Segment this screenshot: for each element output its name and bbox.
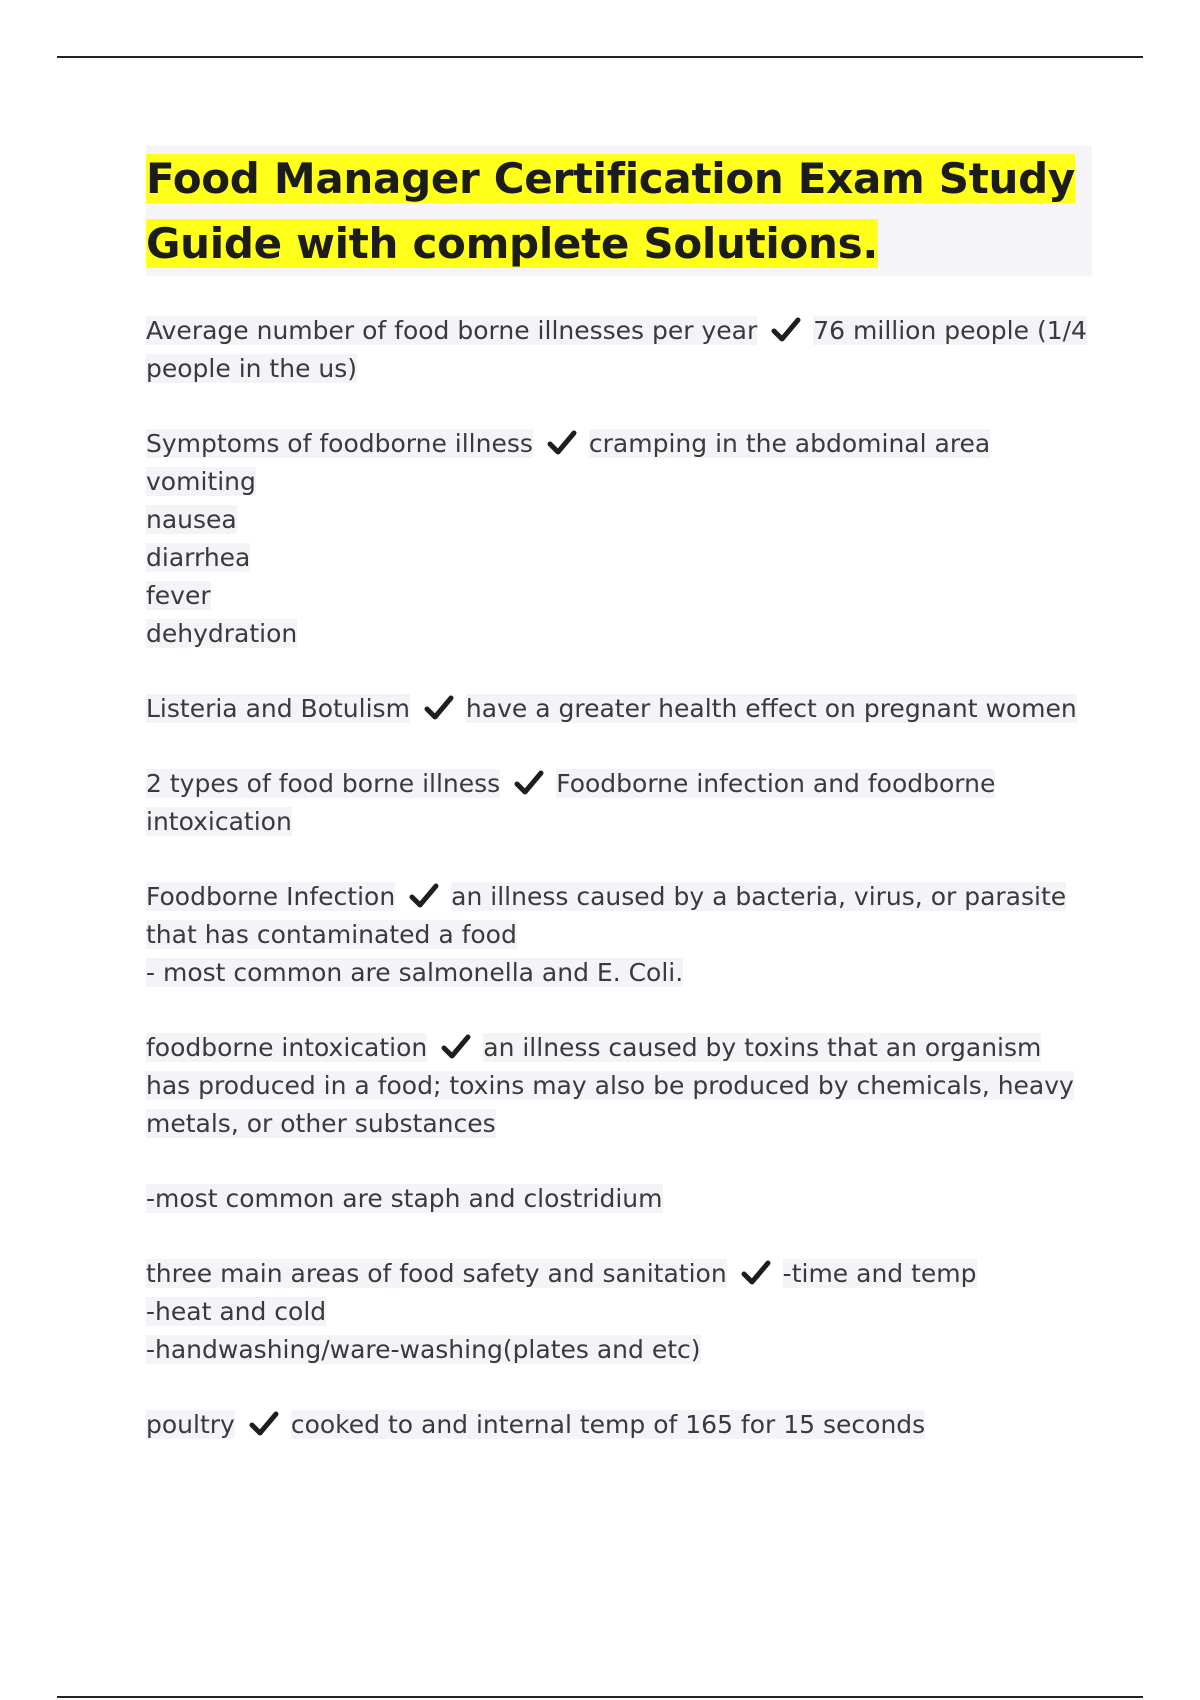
qa-item [146, 765, 1092, 841]
checkmark-icon [441, 1034, 471, 1060]
answer-continuation [146, 1293, 1092, 1331]
answer-line-text: fever [146, 581, 211, 610]
qa-item [146, 690, 1092, 728]
answer-continuation [146, 954, 1092, 992]
checkmark-icon [741, 1260, 771, 1286]
top-rule [57, 56, 1143, 58]
answer-text: have a greater health effect on pregnant women [465, 694, 1077, 723]
answer-text: an illness caused by toxins that an organism [483, 1033, 1042, 1062]
answer-continuation [146, 463, 1092, 501]
qa-first-line [146, 690, 1092, 728]
qa-first-line [146, 1406, 1092, 1444]
page-title [146, 146, 1092, 276]
qa-first-line [146, 312, 1092, 350]
qa-item [146, 878, 1092, 992]
answer-line-text: people in the us) [146, 354, 358, 383]
answer-line-text: dehydration [146, 619, 298, 648]
qa-item [146, 1406, 1092, 1444]
qa-first-line [146, 878, 1092, 916]
answer-text: 76 million people (1/4 [813, 316, 1087, 345]
checkmark-icon [409, 883, 439, 909]
qa-first-line [146, 1180, 1092, 1218]
answer-text: Foodborne infection and foodborne [556, 769, 996, 798]
answer-continuation [146, 577, 1092, 615]
answer-text: cramping in the abdominal area [588, 429, 991, 458]
title-block [146, 146, 1092, 276]
question-term: Foodborne Infection [146, 882, 396, 911]
answer-line-text: vomiting [146, 467, 256, 496]
answer-text: cooked to and internal temp of 165 for 15 seconds [290, 1410, 926, 1439]
checkmark-icon [424, 695, 454, 721]
question-term: Average number of food borne illnesses per year [146, 316, 758, 345]
qa-list [146, 312, 1092, 1444]
answer-continuation [146, 501, 1092, 539]
answer-line-text: nausea [146, 505, 237, 534]
answer-line-text: - most common are salmonella and E. Coli. [146, 958, 684, 987]
qa-item [146, 312, 1092, 388]
question-term: foodborne intoxication [146, 1033, 428, 1062]
question-term: three main areas of food safety and sanitation [146, 1259, 727, 1288]
checkmark-icon [547, 430, 577, 456]
checkmark-icon [249, 1411, 279, 1437]
answer-continuation [146, 539, 1092, 577]
question-term: 2 types of food borne illness [146, 769, 501, 798]
checkmark-icon [514, 770, 544, 796]
answer-line-text: diarrhea [146, 543, 251, 572]
qa-item [146, 425, 1092, 653]
answer-continuation [146, 803, 1092, 841]
checkmark-icon [771, 317, 801, 343]
answer-text: -time and temp [782, 1259, 977, 1288]
answer-line-text: -handwashing/ware-washing(plates and etc) [146, 1335, 701, 1364]
qa-item [146, 1255, 1092, 1369]
title-highlight: Food Manager Certification Exam Study Guide with complete Solutions. [146, 154, 1075, 268]
answer-continuation [146, 615, 1092, 653]
answer-line-text: that has contaminated a food [146, 920, 517, 949]
bottom-rule [57, 1696, 1143, 1698]
qa-item [146, 1180, 1092, 1218]
answer-continuation [146, 1067, 1092, 1105]
qa-first-line [146, 1029, 1092, 1067]
answer-line-text: intoxication [146, 807, 292, 836]
qa-first-line [146, 765, 1092, 803]
qa-item [146, 1029, 1092, 1143]
answer-line-text: metals, or other substances [146, 1109, 496, 1138]
question-term: Listeria and Botulism [146, 694, 410, 723]
answer-text: -most common are staph and clostridium [146, 1184, 663, 1213]
answer-line-text: -heat and cold [146, 1297, 327, 1326]
answer-continuation [146, 1331, 1092, 1369]
answer-text: an illness caused by a bacteria, virus, or parasite [451, 882, 1067, 911]
answer-continuation [146, 350, 1092, 388]
question-term: poultry [146, 1410, 235, 1439]
document-body [146, 146, 1092, 1481]
answer-continuation [146, 916, 1092, 954]
question-term: Symptoms of foodborne illness [146, 429, 533, 458]
qa-first-line [146, 425, 1092, 463]
answer-continuation [146, 1105, 1092, 1143]
qa-first-line [146, 1255, 1092, 1293]
answer-line-text: has produced in a food; toxins may also be produced by chemicals, heavy [146, 1071, 1074, 1100]
